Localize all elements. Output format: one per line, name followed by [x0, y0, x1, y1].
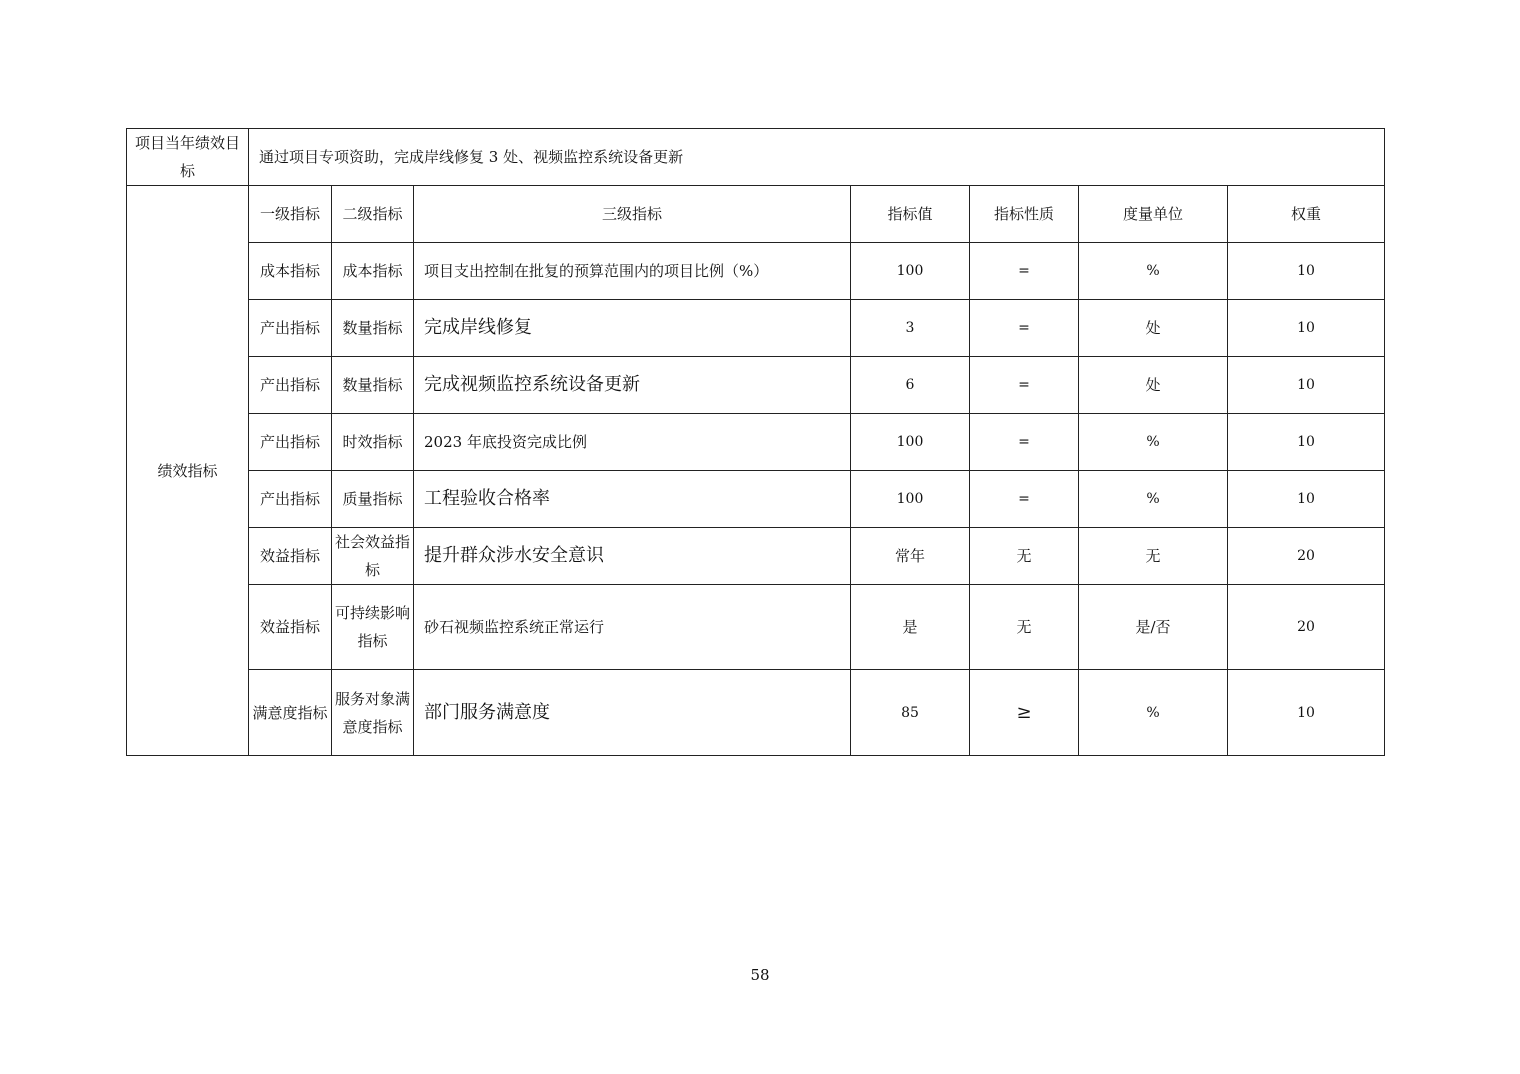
unit-cell: %	[1079, 414, 1228, 471]
level1-cell: 产出指标	[249, 300, 332, 357]
header-unit: 度量单位	[1079, 186, 1228, 243]
nature-cell: =	[970, 243, 1079, 300]
level2-cell: 数量指标	[332, 357, 414, 414]
level1-cell: 满意度指标	[249, 670, 332, 756]
value-cell: 100	[851, 243, 970, 300]
unit-cell: 处	[1079, 300, 1228, 357]
level1-cell: 产出指标	[249, 414, 332, 471]
value-cell: 3	[851, 300, 970, 357]
nature-cell: ≥	[970, 670, 1079, 756]
page-number: 58	[750, 966, 770, 984]
level2-cell: 可持续影响指标	[332, 585, 414, 670]
weight-cell: 10	[1228, 357, 1385, 414]
level3-cell: 项目支出控制在批复的预算范围内的项目比例（%）	[414, 243, 851, 300]
unit-cell: %	[1079, 471, 1228, 528]
weight-cell: 10	[1228, 471, 1385, 528]
level3-cell: 完成视频监控系统设备更新	[414, 357, 851, 414]
table-row	[127, 471, 1385, 528]
goal-label: 项目当年绩效目标	[127, 129, 249, 186]
level1-cell: 效益指标	[249, 585, 332, 670]
table-row	[127, 300, 1385, 357]
value-cell: 100	[851, 471, 970, 528]
table-row	[127, 585, 1385, 670]
header-level2: 二级指标	[332, 186, 414, 243]
unit-cell: 是/否	[1079, 585, 1228, 670]
unit-cell: 无	[1079, 528, 1228, 585]
table-row	[127, 670, 1385, 756]
unit-cell: 处	[1079, 357, 1228, 414]
level1-cell: 效益指标	[249, 528, 332, 585]
table-row	[127, 243, 1385, 300]
nature-cell: 无	[970, 585, 1079, 670]
weight-cell: 10	[1228, 670, 1385, 756]
nature-cell: =	[970, 357, 1079, 414]
header-weight: 权重	[1228, 186, 1385, 243]
level2-cell: 成本指标	[332, 243, 414, 300]
level3-cell: 完成岸线修复	[414, 300, 851, 357]
table-row	[127, 357, 1385, 414]
nature-cell: =	[970, 471, 1079, 528]
value-cell: 6	[851, 357, 970, 414]
header-level1: 一级指标	[249, 186, 332, 243]
goal-row	[127, 129, 1385, 186]
goal-text: 通过项目专项资助，完成岸线修复 3 处、视频监控系统设备更新	[249, 129, 1385, 186]
header-value: 指标值	[851, 186, 970, 243]
level1-cell: 成本指标	[249, 243, 332, 300]
weight-cell: 20	[1228, 528, 1385, 585]
weight-cell: 10	[1228, 414, 1385, 471]
weight-cell: 10	[1228, 300, 1385, 357]
level3-cell: 2023 年底投资完成比例	[414, 414, 851, 471]
value-cell: 是	[851, 585, 970, 670]
nature-cell: =	[970, 300, 1079, 357]
weight-cell: 10	[1228, 243, 1385, 300]
nature-cell: =	[970, 414, 1079, 471]
header-nature: 指标性质	[970, 186, 1079, 243]
level1-cell: 产出指标	[249, 357, 332, 414]
header-level3: 三级指标	[414, 186, 851, 243]
level1-cell: 产出指标	[249, 471, 332, 528]
value-cell: 常年	[851, 528, 970, 585]
level3-cell: 砂石视频监控系统正常运行	[414, 585, 851, 670]
indicators-label: 绩效指标	[127, 186, 249, 756]
header-row	[127, 186, 1385, 243]
table-row	[127, 528, 1385, 585]
level2-cell: 时效指标	[332, 414, 414, 471]
unit-cell: %	[1079, 243, 1228, 300]
table-row	[127, 414, 1385, 471]
performance-table	[126, 128, 1385, 756]
level3-cell: 提升群众涉水安全意识	[414, 528, 851, 585]
level2-cell: 社会效益指标	[332, 528, 414, 585]
level3-cell: 工程验收合格率	[414, 471, 851, 528]
value-cell: 100	[851, 414, 970, 471]
weight-cell: 20	[1228, 585, 1385, 670]
nature-cell: 无	[970, 528, 1079, 585]
level3-cell: 部门服务满意度	[414, 670, 851, 756]
level2-cell: 质量指标	[332, 471, 414, 528]
value-cell: 85	[851, 670, 970, 756]
level2-cell: 服务对象满意度指标	[332, 670, 414, 756]
unit-cell: %	[1079, 670, 1228, 756]
level2-cell: 数量指标	[332, 300, 414, 357]
